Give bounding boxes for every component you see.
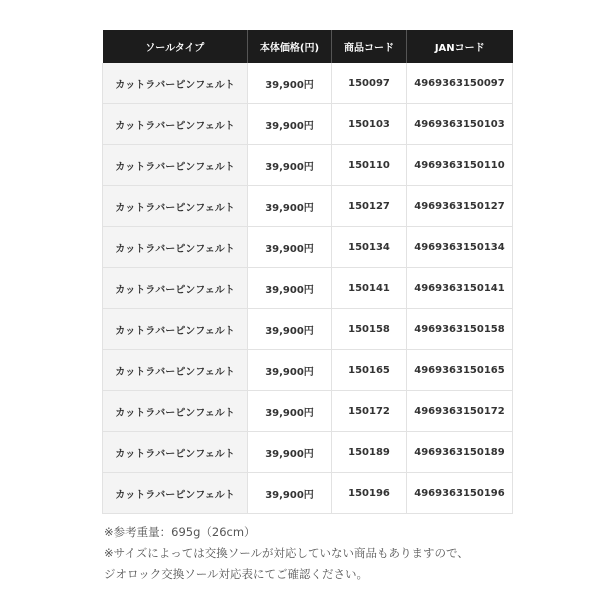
cell-jan-code: 4969363150172 <box>407 391 513 432</box>
cell-jan-code: 4969363150134 <box>407 227 513 268</box>
cell-price: 39,900円 <box>248 186 332 227</box>
cell-price: 39,900円 <box>248 145 332 186</box>
cell-price: 39,900円 <box>248 268 332 309</box>
table-row <box>103 186 513 227</box>
table-header <box>103 30 513 63</box>
cell-jan-code: 4969363150141 <box>407 268 513 309</box>
cell-price: 39,900円 <box>248 473 332 514</box>
cell-jan-code: 4969363150158 <box>407 309 513 350</box>
cell-jan-code: 4969363150097 <box>407 63 513 104</box>
cell-price: 39,900円 <box>248 63 332 104</box>
cell-jan-code: 4969363150110 <box>407 145 513 186</box>
cell-product-code: 150110 <box>332 145 407 186</box>
cell-sole-type: カットラバーピンフェルト <box>103 268 248 309</box>
cell-sole-type: カットラバーピンフェルト <box>103 350 248 391</box>
cell-product-code: 150172 <box>332 391 407 432</box>
cell-jan-code: 4969363150127 <box>407 186 513 227</box>
cell-sole-type: カットラバーピンフェルト <box>103 104 248 145</box>
cell-product-code: 150158 <box>332 309 407 350</box>
table-row <box>103 145 513 186</box>
table-row <box>103 350 513 391</box>
table-body <box>103 63 513 514</box>
cell-sole-type: カットラバーピンフェルト <box>103 391 248 432</box>
header-product-code: 商品コード <box>332 30 407 63</box>
table-row <box>103 309 513 350</box>
note-compatibility-cont: ジオロック交換ソール対応表にてご確認ください。 <box>104 567 369 581</box>
table-row <box>103 391 513 432</box>
cell-price: 39,900円 <box>248 104 332 145</box>
cell-price: 39,900円 <box>248 227 332 268</box>
cell-sole-type: カットラバーピンフェルト <box>103 473 248 514</box>
cell-product-code: 150165 <box>332 350 407 391</box>
notes-block <box>104 522 574 585</box>
spec-table <box>102 30 513 514</box>
header-jan-code: JANコード <box>407 30 513 63</box>
cell-jan-code: 4969363150189 <box>407 432 513 473</box>
cell-sole-type: カットラバーピンフェルト <box>103 432 248 473</box>
cell-price: 39,900円 <box>248 391 332 432</box>
table-row <box>103 432 513 473</box>
cell-price: 39,900円 <box>248 309 332 350</box>
table-row <box>103 227 513 268</box>
note-weight: ※参考重量：695g（26cm） <box>104 525 256 539</box>
header-sole-type: ソールタイプ <box>103 30 248 63</box>
table-row <box>103 104 513 145</box>
cell-product-code: 150097 <box>332 63 407 104</box>
table-row <box>103 268 513 309</box>
cell-jan-code: 4969363150196 <box>407 473 513 514</box>
header-row <box>103 30 513 63</box>
cell-sole-type: カットラバーピンフェルト <box>103 186 248 227</box>
cell-price: 39,900円 <box>248 350 332 391</box>
cell-sole-type: カットラバーピンフェルト <box>103 227 248 268</box>
cell-product-code: 150189 <box>332 432 407 473</box>
cell-jan-code: 4969363150165 <box>407 350 513 391</box>
header-price: 本体価格(円) <box>248 30 332 63</box>
cell-product-code: 150141 <box>332 268 407 309</box>
cell-product-code: 150127 <box>332 186 407 227</box>
cell-product-code: 150103 <box>332 104 407 145</box>
cell-jan-code: 4969363150103 <box>407 104 513 145</box>
table-row <box>103 63 513 104</box>
cell-product-code: 150134 <box>332 227 407 268</box>
cell-product-code: 150196 <box>332 473 407 514</box>
cell-sole-type: カットラバーピンフェルト <box>103 63 248 104</box>
note-compatibility: ※サイズによっては交換ソールが対応していない商品もありますので、 <box>104 546 469 560</box>
spec-table-container <box>102 30 512 514</box>
cell-sole-type: カットラバーピンフェルト <box>103 309 248 350</box>
cell-sole-type: カットラバーピンフェルト <box>103 145 248 186</box>
table-row <box>103 473 513 514</box>
cell-price: 39,900円 <box>248 432 332 473</box>
